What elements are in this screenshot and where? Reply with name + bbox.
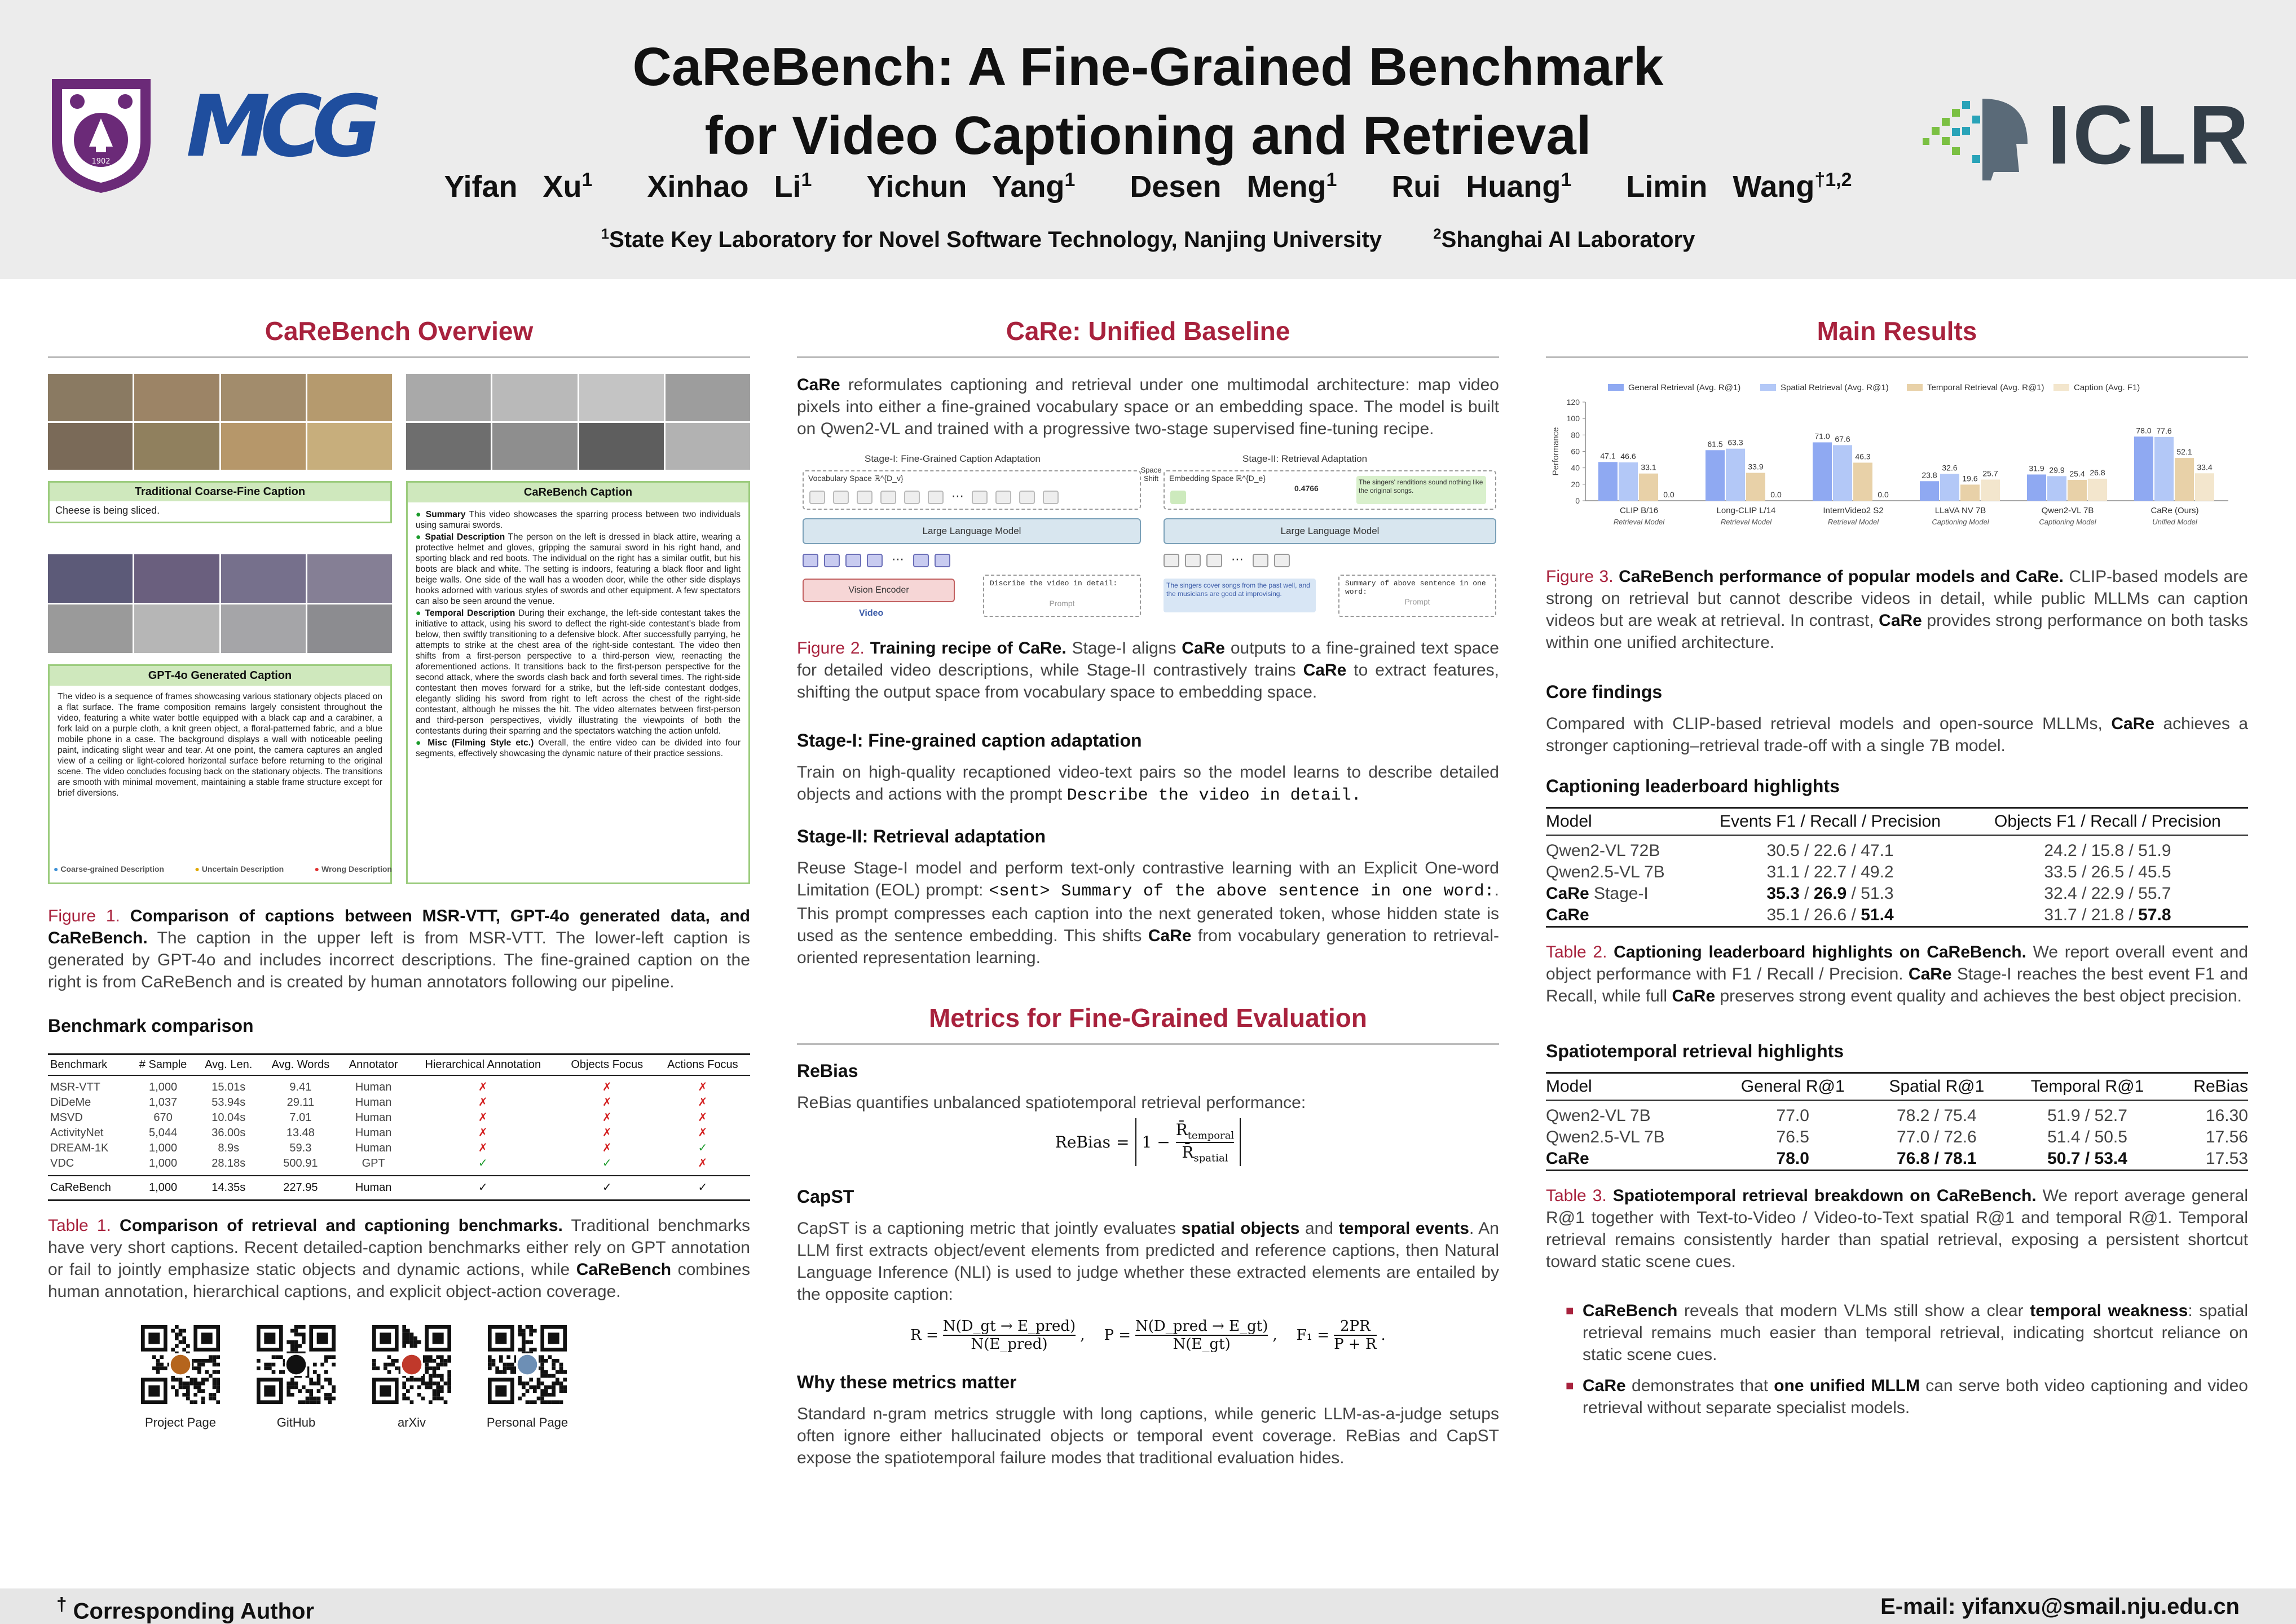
video-frames-sparring — [406, 374, 750, 470]
project-page-qr-code[interactable] — [141, 1325, 220, 1404]
y-tick-label: 80 — [1571, 430, 1580, 440]
x-tick-sublabel: Captioning Model — [1932, 518, 1989, 526]
x-tick-sublabel: Unified Model — [2152, 518, 2197, 526]
contact-email: E-mail: yifanxu@smail.nju.edu.cn — [1880, 1594, 2240, 1619]
bar — [2068, 480, 2087, 501]
figure-1-legend — [54, 864, 392, 873]
y-tick-label: 100 — [1566, 414, 1580, 423]
table-row: CaRe 78.0 76.8 / 78.1 50.7 / 53.4 17.53 — [1546, 1148, 2248, 1171]
table-row: DREAM-1K 1,000 8.9s 59.3 Human ✗ ✗ ✓ — [50, 1142, 708, 1154]
table-header-cell: Objects Focus — [559, 1054, 655, 1076]
figure-1 — [48, 374, 750, 893]
author: Rui Huang$^1$ — [1391, 169, 1572, 204]
table-header-cell: Benchmark — [48, 1054, 130, 1076]
bar — [2027, 474, 2046, 501]
video-label: Video — [859, 608, 884, 618]
column-results — [1546, 316, 2248, 1419]
iclr-logo: ICLR — [2047, 89, 2251, 182]
table-header-cell: Hierarchical Annotation — [407, 1054, 559, 1076]
legend-label: General Retrieval (Avg. R@1) — [1628, 383, 1741, 392]
arxiv-qr-code[interactable] — [372, 1325, 451, 1404]
bar-value-label: 0.0 — [1663, 490, 1674, 499]
bar — [1706, 450, 1725, 501]
gpt-caption-text: The video is a sequence of frames showcasing various stationary objects placed on a flat surface. The frame composition remains largely consistent throughout the video, featuring a white water bottle equipped with a black cap and a carabiner, a fork laid on a purple cloth, a knit green object, a floral-patterned fabric, and a blue mobile phone in a case. The background displays a wall with noticeable peeling paint, indicating slight wear and tear. At one point, the camera captures an angled view of a ceiling or light-colored horizontal surface before returning to the original scene. The video concludes focusing back on the stationary objects. The transitions are smooth with minimal movement, maintaining a stable frame structure except for brief diversions. — [58, 692, 382, 798]
bar — [2088, 479, 2107, 501]
spatiotemporal-heading: Spatiotemporal retrieval highlights — [1546, 1041, 1844, 1061]
capst-formula: R = N(D_gt → E_pred) N(E_pred) , P = N(D_pred → E_gt) N(E_gt) , F₁ = $\frac{2PR}{P + R}$ . — [910, 1318, 1386, 1353]
baseline-intro: CaRe reformulates captioning and retrieval under one multimodal architecture: map video pixels into either a fine-grained vocabulary space or an embedding space. The model is built on Qwen2-VL and trained with a progressive two-stage supervised fine-tuning recipe. — [797, 376, 1499, 438]
corresponding-author-note: † Corresponding Author — [56, 1594, 315, 1624]
bar — [1853, 462, 1872, 501]
traditional-caption-box — [48, 481, 392, 523]
y-tick-label: 120 — [1566, 398, 1580, 407]
table-header-cell: Actions Focus — [655, 1054, 750, 1076]
legend-coarse: ● Coarse-grained Description — [54, 864, 164, 873]
bar-value-label: 25.4 — [2069, 469, 2085, 478]
figure-2-caption: Figure 2. Training recipe of CaRe. Stage-I aligns CaRe outputs to a fine-grained text space for detailed video descriptions, while Stage-II contrastively trains CaRe to extract features, shifting the output space from vocabulary space to embedding space. — [797, 639, 1500, 701]
bar — [1639, 474, 1658, 501]
nju-seal-year: 1902 — [91, 157, 111, 166]
y-tick-label: 0 — [1575, 496, 1580, 505]
github-qr-code[interactable] — [257, 1325, 336, 1404]
bar-value-label: 0.0 — [1878, 490, 1889, 499]
table-header-cell: Avg. Words — [261, 1054, 340, 1076]
y-tick-label: 40 — [1571, 463, 1580, 473]
core-findings-text: Compared with CLIP-based retrieval models and open-source MLLMs, CaRe achieves a stronger captioning–retrieval trade-off with a single 7B model. — [1546, 714, 2248, 755]
bar-value-label: 26.8 — [2090, 467, 2105, 477]
table-header-cell: # Sample — [130, 1054, 196, 1076]
bar — [2134, 436, 2153, 501]
nju-crest-logo — [46, 73, 156, 195]
section-title-results: Main Results — [1546, 316, 2248, 358]
table-row: Qwen2.5-VL 7B 76.5 77.0 / 72.6 51.4 / 50.5 17.56 — [1546, 1128, 2248, 1146]
similarity-score: 0.4766 — [1294, 484, 1319, 493]
legend-swatch — [1907, 384, 1923, 391]
legend-swatch — [2053, 384, 2069, 391]
x-tick-label: CLIP B/16 — [1619, 506, 1659, 515]
bar — [1746, 473, 1765, 501]
qr-codes — [48, 1325, 750, 1455]
affiliations — [338, 226, 1958, 253]
stage2-title: Stage-II: Retrieval Adaptation — [1242, 453, 1368, 464]
bar-value-label: 23.8 — [1922, 470, 1937, 480]
table-row: ActivityNet 5,044 36.00s 13.48 Human ✗ ✗ ✗ — [50, 1127, 708, 1139]
traditional-caption-text: Cheese is being sliced. — [55, 505, 160, 516]
embed-space-box — [1164, 470, 1496, 510]
x-tick-label: LLaVA NV 7B — [1934, 506, 1986, 515]
affiliation-2: $^2$Shanghai AI Laboratory — [1433, 226, 1695, 253]
why-heading: Why these metrics matter — [797, 1372, 1017, 1393]
legend-uncertain: ● Uncertain Description — [195, 864, 284, 873]
benchmark-comparison-title: Benchmark comparison — [48, 1016, 254, 1036]
y-axis-label: Performance — [1551, 427, 1561, 476]
table-row: MSR-VTT 1,000 15.01s 9.41 Human ✗ ✗ ✗ — [50, 1081, 708, 1093]
table-row: MSVD 670 10.04s 7.01 Human ✗ ✗ ✗ — [50, 1111, 708, 1124]
poster-title — [338, 33, 1958, 170]
x-tick-sublabel: Captioning Model — [2039, 518, 2096, 526]
legend-wrong: ● Wrong Description — [314, 864, 392, 873]
bar — [1940, 474, 1959, 501]
bullet-item: ■ CaReBench reveals that modern VLMs still show a clear temporal weakness: spatial retrieval remains much easier than temporal retrieval, indicating shortcut reliance on static scene cues. — [1566, 1301, 2248, 1364]
table-row: CaRe Stage-I 35.3 / 26.9 / 51.3 32.4 / 22.9 / 55.7 — [1546, 884, 2171, 903]
y-tick-label: 60 — [1571, 447, 1580, 456]
figure-1-caption: Figure 1. Comparison of captions between MSR-VTT, GPT-4o generated data, and CaReBench. The caption in the upper left is from MSR-VTT. The lower-left caption is generated by GPT-4o and includes incorrect descriptions. The fine-grained caption on the right is from CaReBench and is created by human annotators following our pipeline. — [48, 907, 751, 991]
github-label: GitHub — [276, 1415, 316, 1429]
stage2-input-text: The singers cover songs from the past well, and the musicians are good at improvising. — [1164, 579, 1316, 612]
bar-value-label: 67.6 — [1835, 434, 1850, 444]
llm-box-stage1: Large Language Model — [803, 518, 1141, 544]
bar-value-label: 25.7 — [1982, 469, 1998, 478]
bar-value-label: 46.6 — [1620, 452, 1636, 461]
vision-tokens: ⋯ — [803, 554, 950, 567]
arxiv-label: arXiv — [397, 1415, 426, 1429]
captioning-leaderboard-heading: Captioning leaderboard highlights — [1546, 776, 1840, 796]
author: Desen Meng$^1$ — [1130, 169, 1337, 204]
stage1-heading: Stage-I: Fine-grained caption adaptation — [797, 730, 1142, 751]
poster-header — [0, 0, 2296, 279]
legend-swatch — [1608, 384, 1624, 391]
bar-value-label: 78.0 — [2136, 426, 2152, 435]
captioning-leaderboard-table — [1546, 807, 2248, 928]
bar-value-label: 0.0 — [1770, 490, 1782, 499]
title-line-2: for Video Captioning and Retrieval — [704, 105, 1592, 166]
x-tick-sublabel: Retrieval Model — [1613, 518, 1665, 526]
bar — [1981, 480, 2000, 501]
x-tick-sublabel: Retrieval Model — [1720, 518, 1772, 526]
space-shift-label: Space Shift — [1140, 466, 1162, 483]
bar — [2195, 473, 2214, 501]
section-title-overview: CaReBench Overview — [48, 316, 750, 358]
figure-2-diagram — [797, 453, 1499, 634]
traditional-caption-title: Traditional Coarse-Fine Caption — [50, 483, 390, 501]
prompt-box-stage2: Summary of above sentence in one word: Prompt — [1338, 575, 1496, 617]
bar — [1598, 462, 1618, 501]
x-tick-label: InternVideo2 S2 — [1823, 506, 1884, 515]
x-tick-sublabel: Retrieval Model — [1827, 518, 1879, 526]
why-text: Standard n-gram metrics struggle with long captions, while generic LLM-as-a-judge setups often ignore either hallucinated objects or temporal event coverage. ReBias and CapST expose the spatiotemporal failure modes that traditional evaluation hides. — [797, 1405, 1499, 1468]
section-title-metrics: Metrics for Fine-Grained Evaluation — [797, 1003, 1499, 1045]
spatiotemporal-table — [1546, 1072, 2248, 1171]
stage2-heading: Stage-II: Retrieval adaptation — [797, 826, 1046, 846]
carebench-caption-text: ● Summary This video showcases the sparring process between two individuals using samurai swords. ● Spatial Description The person on the left is dressed in black attire, wearing a protective helmet and gloves, gripping the samurai sword in his right hand, and sporting black and red boots. The individual on the right has a similar outfit, but his boots are black and white. The setting is indoors, featuring a black floor and light beige walls. One side of the wall has a wooden door, while the other side displays hooks adorned with various styles of swords and other equipment. A few spectators can also be seen around the venue. ● Temporal Description During their exchange, the left-side contestant takes the initiative to attack, using his sword to deflect the right-side contestant's blade from below, then swiftly transitioning to a defensive block. After successfully parrying, he attempts to strike at the chest area of the right-side contestant. The video then shifts from a first-person perspective to a third-person view, reenacting the aforementioned actions. It transitions back to the first-person perspective for the second attack, where the swords clash back and forth several times. The right-side contestant then moves forward for a strike, but the left-side contestant dodges, elegantly sliding his sword from right to left across the chest of the right-side contestant, although he misses the hit. The video alternates between first-person and third-person perspectives, vividly illustrating the viewpoints of both the contestants during their sparring and the spectators watching the action unfold. ● Misc (Filming Style etc.) Overall, the entire video can be divided into four segments, effectively showcasing the dynamic nature of their practice sessions. — [416, 510, 741, 758]
x-tick-label: Qwen2-VL 7B — [2041, 506, 2094, 515]
table-header-cell: Avg. Len. — [196, 1054, 261, 1076]
section-title-baseline: CaRe: Unified Baseline — [797, 316, 1499, 358]
personal-page-label: Personal Page — [486, 1415, 569, 1429]
rebias-heading: ReBias — [797, 1061, 858, 1081]
bar-value-label: 46.3 — [1855, 452, 1871, 461]
rebias-formula: ReBias = 1 − $R̄_{temporal}$ $R̄_{spatial}$ — [797, 1118, 1499, 1166]
bar-value-label: 31.9 — [2029, 464, 2044, 473]
bar — [1813, 442, 1832, 501]
carebench-caption-box — [406, 481, 750, 884]
bar-value-label: 29.9 — [2049, 465, 2065, 475]
author: Yifan Xu$^1$ — [444, 169, 593, 204]
findings-bullets — [1546, 1300, 2248, 1419]
x-tick-label: Long-CLIP L/14 — [1716, 506, 1776, 515]
table-3-caption: Table 3. Spatiotemporal retrieval breakdown on CaReBench. We report average general R@1 together with Text-to-Video / Video-to-Text spatial R@1 and temporal R@1. Temporal retrieval remains consistently harder than spatial retrieval, exposing a persistent shortcut toward static scene cues. — [1546, 1186, 2248, 1271]
legend-label: Temporal Retrieval (Avg. R@1) — [1927, 383, 2044, 392]
affiliation-1: $^1$State Key Laboratory for Novel Software Technology, Nanjing University — [601, 226, 1382, 253]
bar — [1833, 445, 1852, 501]
vocab-space-box: Vocabulary Space ℝ^{D_v} ⋯ — [803, 470, 1141, 510]
legend-label: Caption (Avg. F1) — [2074, 383, 2140, 392]
bar-value-label: 33.1 — [1641, 462, 1656, 472]
personal-page-qr-code[interactable] — [488, 1325, 567, 1404]
bar-value-label: 52.1 — [2176, 447, 2192, 457]
table-1-caption: Table 1. Comparison of retrieval and captioning benchmarks. Traditional benchmarks have very short captions. Recent detailed-caption benchmarks either rely on GPT annotation or fail to jointly emphasize static objects and dynamic actions, while CaReBench combines human annotation, hierarchical captions, and explicit object-action coverage. — [48, 1216, 750, 1301]
author: Yichun Yang$^1$ — [866, 169, 1076, 204]
legend-label: Spatial Retrieval (Avg. R@1) — [1781, 383, 1889, 392]
table-2-caption: Table 2. Captioning leaderboard highlights on CaReBench. We report overall event and object performance with F1 / Recall / Precision. CaRe Stage-I reaches the best event F1 and Recall, while full CaRe preserves strong event quality and achieves the best object precision. — [1546, 943, 2249, 1005]
legend-swatch — [1760, 384, 1776, 391]
gpt-caption-box — [48, 664, 392, 884]
author-list — [338, 169, 1958, 204]
bar — [1960, 484, 1980, 501]
llm-box-stage2: Large Language Model — [1164, 518, 1496, 544]
benchmark-comparison-table — [48, 1053, 750, 1201]
bar — [2154, 437, 2174, 501]
bullet-item: ■ CaRe demonstrates that one unified MLLM can serve both video captioning and video retrieval without separate specialist models. — [1566, 1376, 2248, 1417]
table-header-row — [48, 1054, 750, 1076]
bar — [1726, 449, 1745, 501]
video-frames-objects — [48, 554, 392, 653]
project-page-label: Project Page — [145, 1415, 216, 1429]
bar-value-label: 61.5 — [1707, 439, 1723, 449]
column-overview — [48, 316, 750, 1455]
x-tick-label: CaRe (Ours) — [2150, 506, 2199, 515]
table-header-row: Model General R@1 Spatial R@1 Temporal R@1 ReBias — [1546, 1073, 2248, 1101]
bar-value-label: 32.6 — [1942, 463, 1958, 473]
table-header-cell: Annotator — [340, 1054, 407, 1076]
video-frames-cheese — [48, 374, 392, 470]
bar-value-label: 47.1 — [1600, 451, 1616, 461]
bar-value-label: 19.6 — [1962, 474, 1978, 483]
table-row: Qwen2-VL 7B 77.0 78.2 / 75.4 51.9 / 52.7 16.30 — [1546, 1106, 2248, 1125]
table-header-row: Model Events F1 / Recall / Precision Objects F1 / Recall / Precision — [1546, 808, 2248, 836]
author: Xinhao Li$^1$ — [647, 169, 812, 204]
rebias-text: ReBias quantifies unbalanced spatiotemporal retrieval performance: — [797, 1093, 1306, 1112]
table-row: Qwen2-VL 72B 30.5 / 22.6 / 47.1 24.2 / 15.8 / 51.9 — [1546, 841, 2171, 860]
bar-value-label: 63.3 — [1727, 438, 1743, 447]
stage2-tokens: ⋯ — [1164, 554, 1290, 567]
bar — [1619, 462, 1638, 501]
bar-value-label: 77.6 — [2156, 426, 2172, 435]
mcg-logo: MCG — [186, 78, 372, 176]
prompt-box-stage1: Discribe the video in detail: Prompt — [983, 575, 1141, 617]
table-row: CaRe 35.1 / 26.6 / 51.4 31.7 / 21.8 / 57.8 — [1546, 904, 2248, 927]
title-line-1: CaReBench: A Fine-Grained Benchmark — [632, 37, 1664, 97]
capst-text: CapST is a captioning metric that jointly evaluates spatial objects and temporal events. An LLM first extracts object/event elements from predicted and reference captions, then Natural Language Inference (NLI) is used to judge whether these extracted elements are entailed by the opposite caption: — [797, 1219, 1499, 1304]
bar — [1920, 481, 1939, 501]
author: Limin Wang$^{\dagger 1,2}$ — [1626, 169, 1852, 204]
bar-value-label: 33.4 — [2197, 462, 2213, 472]
table-row: CaReBench 1,000 14.35s 227.95 Human ✓ ✓ ✓ — [48, 1176, 750, 1201]
bar — [2047, 476, 2066, 501]
table-row: DiDeMe 1,037 53.94s 29.11 Human ✗ ✗ ✗ — [50, 1096, 708, 1109]
carebench-caption-title: CaReBench Caption — [408, 483, 748, 502]
capst-heading: CapST — [797, 1186, 854, 1207]
poster-footer — [0, 1588, 2296, 1624]
table-row: VDC 1,000 28.18s 500.91 GPT ✓ ✓ ✗ — [48, 1156, 750, 1176]
gpt-caption-title: GPT-4o Generated Caption — [50, 666, 390, 686]
column-baseline — [797, 316, 1499, 1469]
figure-3-caption: Figure 3. CaReBench performance of popular models and CaRe. CLIP-based models are strong on retrieval but cannot describe videos in detail, while public MLLMs can caption videos but are weak at retrieval. In contrast, CaRe provides strong performance on both tasks within one unified architecture. — [1546, 567, 2248, 652]
core-findings-heading: Core findings — [1546, 682, 1663, 702]
stage1-text: Train on high-quality recaptioned video-text pairs so the model learns to describe detailed objects and actions with the prompt Describe the video in detail. — [797, 763, 1499, 805]
embed-text: The singers' renditions sound nothing like the original songs. — [1356, 476, 1486, 504]
stage1-title: Stage-I: Fine-Grained Caption Adaptation — [865, 453, 1041, 464]
stage2-text: Reuse Stage-I model and perform text-only contrastive learning with an Explicit One-word Limitation (EOL) prompt: <sent> Summary of the above sentence in one word:. This prompt compresses each caption into the next generated token, whose hidden state is used as the sentence embedding. This shifts CaRe from vocabulary generation to retrieval-oriented representation learning. — [797, 859, 1500, 967]
bar-value-label: 71.0 — [1814, 431, 1830, 441]
results-bar-chart — [1546, 374, 2248, 560]
vocab-space-label: Vocabulary Space ℝ^{D_v} — [808, 474, 904, 483]
table-row: Qwen2.5-VL 7B 31.1 / 22.7 / 49.2 33.5 / 26.5 / 45.5 — [1546, 863, 2171, 881]
vision-encoder-box: Vision Encoder — [803, 579, 955, 602]
bar-value-label: 33.9 — [1748, 462, 1764, 471]
y-tick-label: 20 — [1571, 479, 1580, 489]
embed-space-label: Embedding Space ℝ^{D_e} — [1169, 474, 1266, 483]
bar — [2175, 458, 2194, 501]
